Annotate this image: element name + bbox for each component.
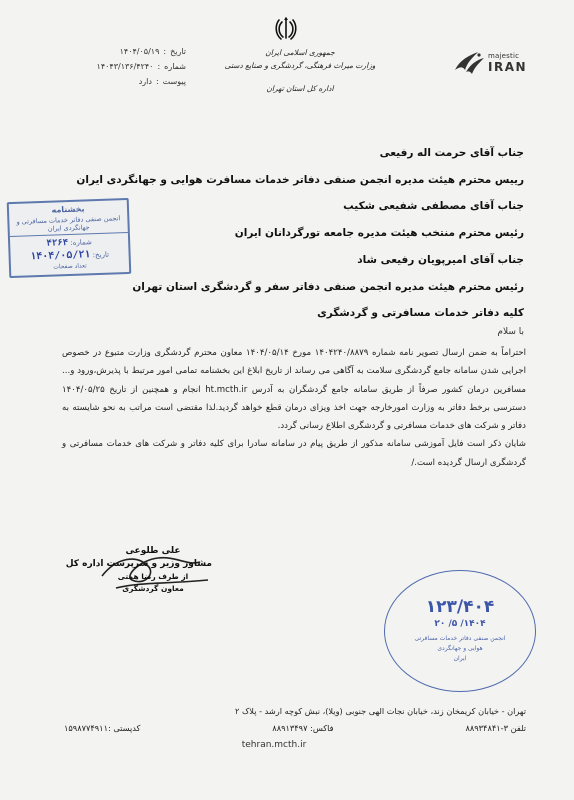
number-label: شماره (164, 62, 186, 71)
signatory-role: معاون گردشگری (122, 584, 184, 593)
receipt-stamp (7, 198, 132, 278)
footer-postal-code: کدپستی :۱۵۹۸۷۷۴۹۱۱ (64, 723, 141, 733)
footer-fax: فاکس: ۸۸۹۱۳۴۹۷ (272, 723, 334, 733)
ministry-line-1: جمهوری اسلامی ایران (265, 48, 335, 57)
majestic-iran-bird-icon (452, 48, 486, 78)
receipt-stamp-number: شماره: ۴۲۶۴ (46, 238, 92, 249)
salutation: با سلام (497, 327, 524, 337)
body-paragraph: شایان ذکر است فایل آموزشی سامانه مذکور از طریق پیام در سامانه سادرا برای کلیه دفاتر و شرکت های خدمات مسافرتی و گردشگری ارسال گردیده است./ (62, 439, 526, 468)
registration-org-line-3: ایران (453, 655, 467, 662)
date-label: تاریخ (170, 47, 186, 56)
iran-emblem-icon (274, 16, 298, 42)
majestic-iran-logo (452, 48, 552, 78)
department-name: اداره کل استان تهران (266, 84, 334, 93)
receipt-stamp-date: تاریخ: ۱۴۰۴/۰۵/۲۱ (30, 249, 110, 263)
ministry-title (210, 46, 390, 95)
footer-contacts (56, 720, 526, 737)
attachment-value: دارد (138, 77, 152, 86)
addressee-line: جناب آقای امیرپویان رفیعی شاد (357, 253, 524, 266)
footer-website: tehran.mcth.ir (241, 740, 307, 750)
letter-footer (56, 703, 526, 737)
receipt-date-value: ۱۴۰۴/۰۵/۲۱ (30, 249, 91, 263)
logo-big-text: IRAN (488, 60, 528, 74)
signatory-on-behalf: از طرف رضا همتی (117, 572, 189, 581)
logo-small-text: majestic (488, 52, 520, 60)
receipt-number-label: شماره (72, 238, 92, 247)
receipt-stamp-org: انجمن صنفی دفاتر خدمات مسافرتی و جهانگردی ایران (9, 214, 128, 237)
number-row: شماره : ۱۴۰۴۳/۱۳۶/۴۲۴۰ (66, 59, 186, 74)
registration-org-line-1: انجمن صنفی دفاتر خدمات مسافرتی (414, 635, 506, 642)
receipt-number-value: ۴۲۶۴ (46, 238, 69, 249)
registration-number: ۱۲۳/۴۰۴ (425, 597, 495, 617)
addressee-line: رئیس محترم هیئت مدیره انجمن صنفی دفاتر سفر و گردشگری استان تهران (132, 280, 524, 293)
body-paragraph: احتراماً به ضمن ارسال تصویر نامه شماره ۱۴۰۴۲۴۰/۸۸۷۹ مورخ ۱۴۰۴/۰۵/۱۴ معاون محترم گردشگری وزارت متبوع در خصوص اجرایی شدن سامانه جامع گردشگری سلامت به آگاهی می رساند از تاریخ ابلاغ این بخشنامه تمامی امور مرتبط با پذیرش،ورود و... مسافرین درمان کشور صرفاً از طریق سامانه جامع گردشگران به آدرس ht.mcth.ir انجام و همچنین از تاریخ ۱۴۰۴/۰۵/۲۵ دسترسی برخط دفاتر به وزارت امورخارجه جهت اخذ ویزای درمان قطع خواهد گردید.لذا مقتضی است مراتب به نحو شایسته به دفاتر و شرکت های خدمات مسافرتی و گردشگری اطلاع رسانی گردد. (62, 348, 526, 432)
addressee-line: رئیس محترم منتخب هیئت مدیره جامعه تورگردانان ایران (234, 227, 524, 240)
addressee-line: رییس محترم هیئت مدیره انجمن صنفی دفاتر خدمات مسافرت هوایی و جهانگردی ایران (76, 173, 524, 186)
receipt-date-label: تاریخ (94, 250, 110, 260)
signatory-block (65, 544, 212, 595)
attachment-label: پیوست (162, 77, 186, 86)
letter-meta (66, 44, 186, 89)
receipt-stamp-title: بخشنامه (51, 204, 85, 215)
registration-stamp (384, 570, 536, 692)
signatory-title: مشاور وزیر و سرپرست اداره کل (65, 559, 212, 569)
number-value: ۱۴۰۴۳/۱۳۶/۴۲۴۰ (96, 62, 154, 71)
date-row: تاریخ : ۱۴۰۴/۰۵/۱۹ (66, 44, 186, 59)
letter-body (62, 344, 526, 472)
ministry-line-2: وزارت میراث فرهنگی، گردشگری و صنایع دستی (224, 61, 376, 70)
footer-phone: تلفن ۳-۸۸۹۳۴۸۴۱ (465, 723, 526, 733)
signatory-name: علی طلوعی (125, 546, 181, 556)
addressee-line: جناب آقای مصطفی شفیعی شکیب (343, 200, 524, 213)
receipt-stamp-pages: تعداد صفحات (53, 262, 87, 271)
addressee-line: کلیه دفاتر خدمات مسافرتی و گردشگری (317, 307, 524, 320)
footer-address: تهران - خیابان کریمخان زند، خیابان نجات الهی جنوبی (ویلا)، نبش کوچه ارشد - پلاک ۲ (234, 706, 526, 716)
date-value: ۱۴۰۴/۰۵/۱۹ (119, 47, 160, 56)
registration-date: ۱۴۰۴/ ۵/ ۲۰ (434, 619, 486, 629)
registration-org-line-2: هوایی و جهانگردی (437, 645, 483, 652)
attachment-row: پیوست : دارد (66, 74, 186, 89)
addressee-line: جناب آقای حرمت اله رفیعی (379, 147, 524, 159)
